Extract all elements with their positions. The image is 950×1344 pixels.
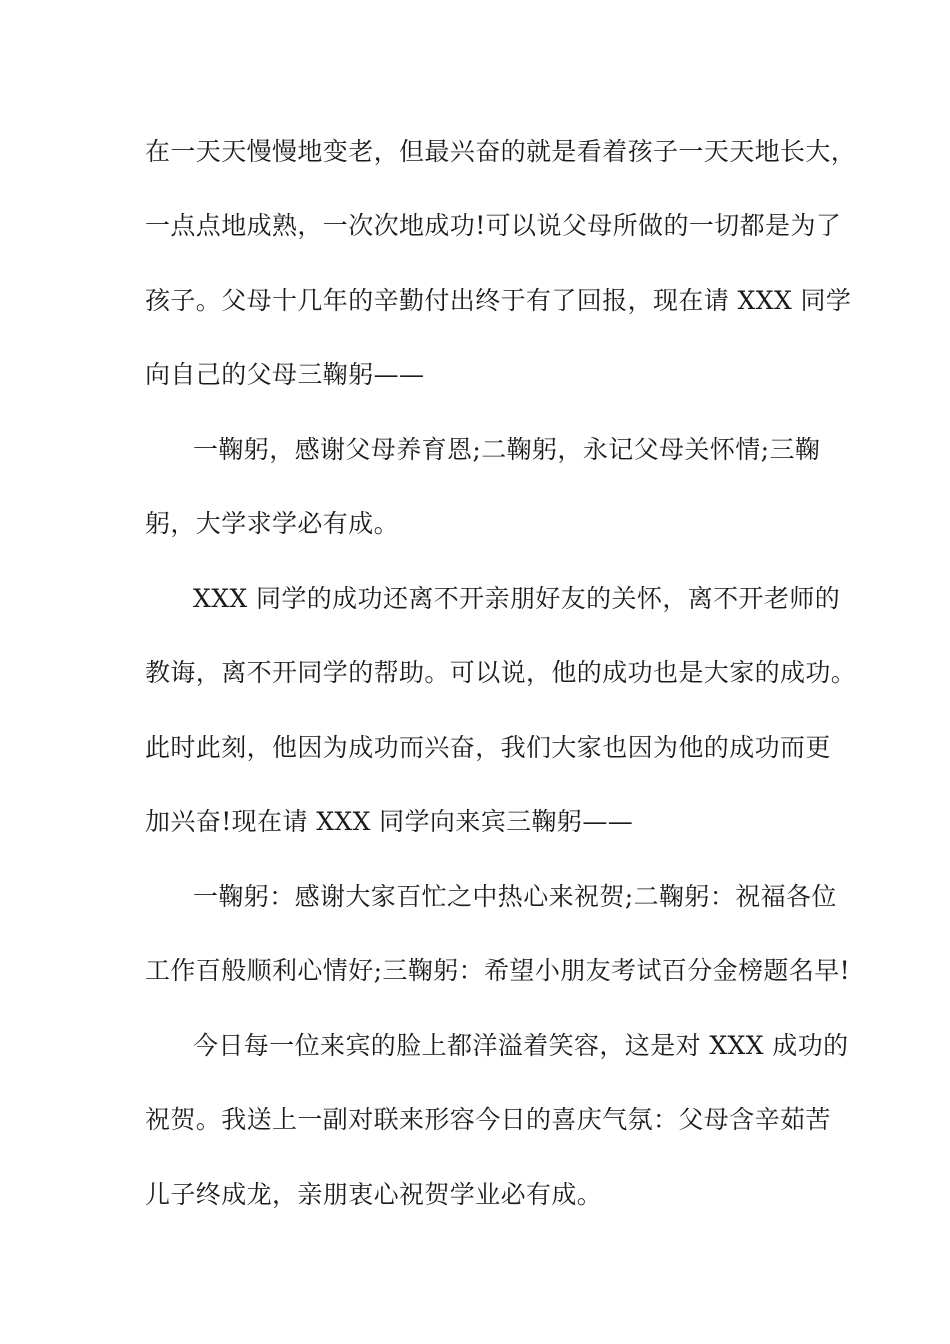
paragraph-first-line: 今日每一位来宾的脸上都洋溢着笑容，这是对 XXX 成功的: [193, 1031, 849, 1060]
text-line: 工作百般顺利心情好;三鞠躬：希望小朋友考试百分金榜题名早!: [145, 956, 851, 985]
text-line: 加兴奋!现在请 XXX 同学向来宾三鞠躬——: [145, 807, 634, 836]
paragraph-first-line: XXX 同学的成功还离不开亲朋好友的关怀，离不开老师的: [193, 584, 841, 613]
paragraph-first-line: 一鞠躬，感谢父母养育恩;二鞠躬，永记父母关怀情;三鞠: [193, 435, 821, 464]
text-line: 向自己的父母三鞠躬——: [145, 360, 425, 389]
text-line: 儿子终成龙，亲朋衷心祝贺学业必有成。: [145, 1180, 603, 1209]
text-line: 一点点地成熟，一次次地成功!可以说父母所做的一切都是为了: [145, 211, 842, 240]
text-line: 在一天天慢慢地变老，但最兴奋的就是看着孩子一天天地长大，: [145, 137, 857, 166]
text-line: 此时此刻，他因为成功而兴奋，我们大家也因为他的成功而更: [145, 733, 831, 762]
text-line: 躬，大学求学必有成。: [145, 509, 400, 538]
text-line: 教诲，离不开同学的帮助。可以说，他的成功也是大家的成功。: [145, 658, 857, 687]
text-line: 祝贺。我送上一副对联来形容今日的喜庆气氛：父母含辛茹苦: [145, 1105, 831, 1134]
text-line: 孩子。父母十几年的辛勤付出终于有了回报，现在请 XXX 同学: [145, 286, 852, 315]
paragraph-first-line: 一鞠躬：感谢大家百忙之中热心来祝贺;二鞠躬：祝福各位: [193, 882, 837, 911]
